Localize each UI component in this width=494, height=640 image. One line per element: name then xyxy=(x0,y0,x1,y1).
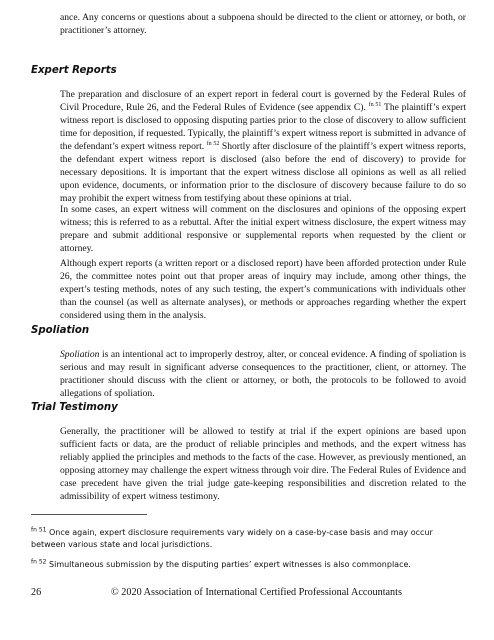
expert-reports-p1-text-b: The plaintiff’s expert witness report is disclosed to opposing disputing parties prior to the close of discovery to allow sufficient time for deposition, if requested. Typically, the plaintiff’s expert witness report is submitted in advance of the defendant’s expert witness report. xyxy=(60,102,467,152)
expert-reports-paragraph-2: In some cases, an expert witness will comment on the disclosures and opinions of the opposing expert witness; this is referred to as a rebuttal. After the initial expert witness disclosure, the expert witness may prepare and submit additional responsive or supplemental reports when requested by the client or attorney. xyxy=(60,204,466,254)
trial-testimony-heading: Trial Testimony xyxy=(31,402,118,413)
spoliation-text: is an intentional act to improperly destroy, alter, or conceal evidence. A finding of spoliation is serious and may result in significant adverse consequences to the practitioner, client, or attorney. The practitioner should discuss with the client or attorney, or both, the protocols to be followed to avoid allegations of spoliation. xyxy=(60,349,466,399)
expert-reports-heading: Expert Reports xyxy=(31,65,117,76)
page-number: 26 xyxy=(31,587,42,598)
footnote-ref-52[interactable]: fn 52 xyxy=(206,140,220,147)
trial-testimony-paragraph: Generally, the practitioner will be allowed to testify at trial if the expert opinions are based upon sufficient facts or data, are the product of reliable principles and methods, and the expert witness has reliably applied the principles and methods to the facts of the case. However, as previously mentioned, an opposing attorney may challenge the expert witness through voir dire. The Federal Rules of Evidence and case precedent have given the trial judge gate-keeping responsibilities and discretion related to the admissibility of expert witness testimony. xyxy=(60,426,466,502)
footnote-52 xyxy=(31,559,467,571)
footnote-51-marker: fn 51 xyxy=(31,526,47,534)
footnote-ref-51[interactable]: fn 51 xyxy=(368,101,382,108)
expert-reports-paragraph-3: Although expert reports (a written report or a disclosed report) have been afforded protection under Rule 26, the committee notes point out that proper areas of inquiry may include, among other things, the expert’s testing methods, notes of any such testing, the expert’s communications with individuals other than the counsel (as well as alternate analyses), or methods or approaches regarding whether the expert considered using them in the analysis. xyxy=(60,258,466,321)
spoliation-term: Spoliation xyxy=(60,349,100,360)
expert-reports-p1-text-c: Shortly after disclosure of the plaintiff’s expert witness reports, the defendant expert witness report is disclosed (also before the end of discovery) to provide for necessary depositions. It is important that the expert witness disclose all opinions as well as all relied upon evidence, documents, or information prior to the disclosure of discovery because failure to do so may prohibit the expert witness from testifying about these opinions at trial. xyxy=(60,141,467,204)
footnote-divider xyxy=(31,514,147,515)
intro-paragraph: ance. Any concerns or questions about a subpoena should be directed to the client or attorney, or both, or practitioner’s attorney. xyxy=(60,12,466,36)
spoliation-heading: Spoliation xyxy=(31,325,90,336)
expert-reports-paragraph-1 xyxy=(60,88,466,205)
expert-reports-p1-text-a: The preparation and disclosure of an expert report in federal court is governed by the Federal Rules of Civil Procedure, Rule 26, and the Federal Rules of Evidence (see appendix C). xyxy=(60,89,466,113)
spoliation-paragraph xyxy=(60,348,466,400)
footnote-51 xyxy=(31,527,467,551)
footnote-51-text: Once again, expert disclosure requirements vary widely on a case-by-case basis and may occur between various state and local jurisdictions. xyxy=(31,528,433,549)
footnote-52-text: Simultaneous submission by the disputing parties’ expert witnesses is also commonplace. xyxy=(46,560,411,569)
footnote-52-marker: fn 52 xyxy=(31,558,47,566)
copyright-notice: © 2020 Association of International Certified Professional Accountants xyxy=(111,587,402,598)
